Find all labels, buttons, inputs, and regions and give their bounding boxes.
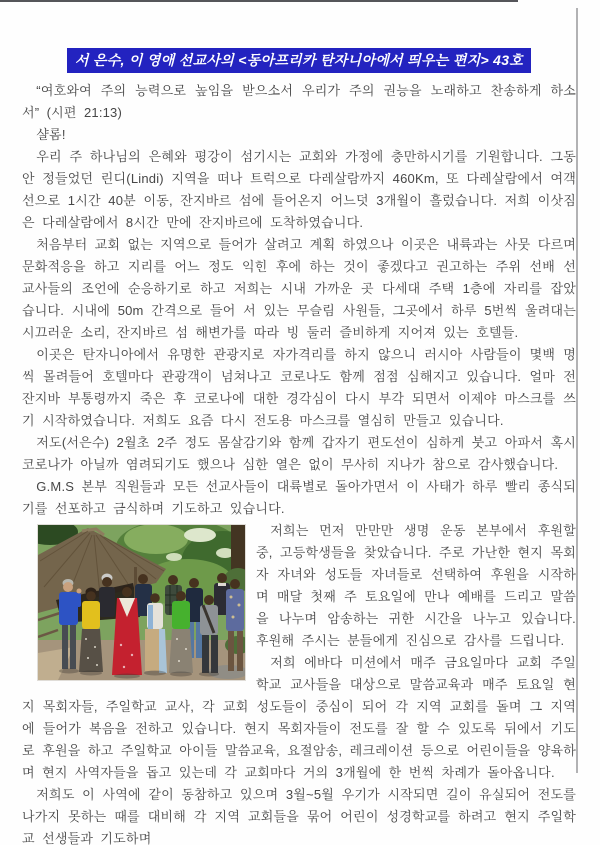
paragraph: 저도(서은수) 2월초 2주 정도 몸살감기와 함께 갑자기 편도선이 심하게 붓고 아파서 혹시 코로나가 아닐까 염려되기도 했으나 심한 열은 없이 무사히 지나가 참으로 감사했습니다. <box>22 435 576 472</box>
paragraph: 이곳은 탄자니아에서 유명한 관광지로 자가격리를 하지 않으니 러시아 사람들이 몇백 명씩 몰려들어 호텔마다 관광객이 넘쳐나고 코로나도 함께 점점 심해지고 있습니다. 얼마 전 잔지바 부통령까지 죽은 후 코로나에 대한 경각심이 다시 부각 되면서 이제야 마스크를 쓰기 시작하였습니다. 저희도 요즘 다시 전도용 마스크를 열심히 만들고 있습니다. <box>22 347 576 428</box>
paragraph: 저희는 먼저 만만만 생명 운동 본부에서 후원할 중, 고등학생들을 찾았습니다. 주로 가난한 현지 목회자 자녀와 성도들 자녀들로 선택하여 후원을 시작하며 매달 첫째 주 토요일에 만나 예배를 드리고 말씀을 나누며 암송하는 귀한 시간을 나누고 있습니다. 후원해 주시는 분들에게 진심으로 감사를 드립니다. <box>256 523 576 648</box>
scan-edge-top <box>0 0 518 2</box>
paragraph: 우리 주 하나님의 은혜와 평강이 섬기시는 교회와 가정에 충만하시기를 기원합니다. 그동안 정들었던 린디(Lindi) 지역을 떠나 트럭으로 다레살람까지 460Km, 또 다레살람에서 여객선으로 1시간 40분 이동, 잔지바르 섬에 들어온지 어느덧 3개월이 흘렀습니다. 저희 이삿짐은 다레살람에서 8시간 만에 잔지바르에 도착하였습니다. <box>22 149 576 230</box>
paragraph: G.M.S 본부 직원들과 모든 선교사들이 대륙별로 돌아가면서 이 사태가 하루 빨리 종식되기를 선포하고 금식하며 기도하고 있습니다. <box>22 479 576 516</box>
paragraph: 처음부터 교회 없는 지역으로 들어가 살려고 계획 하였으나 이곳은 내륙과는 사뭇 다르며 문화적응을 하고 지리를 어느 정도 익힌 후에 하는 것이 좋겠다고 권고하는 주위 선배 선교사들의 조언에 순응하기로 하고 저희는 시내 가까운 곳 다세대 주택 1층에 자리를 잡았습니다. 시내에 50m 간격으로 들어 서 있는 무슬림 사원들, 그곳에서 하루 5번씩 울려대는 시끄러운 소리, 잔지바르 섬 해변가를 따라 빙 둘러 즐비하게 지어져 있는 호텔들. <box>22 237 577 340</box>
letter-title: 서 은수, 이 영애 선교사의 <동아프리카 탄자니아에서 띄우는 편지> 43호 <box>74 52 524 68</box>
person-gray-shirt-man <box>200 595 218 673</box>
scripture-quote: “여호와여 주의 능력으로 높임을 받으소서 우리가 주의 권능을 노래하고 찬송하게 하소서” (시편 21:13) <box>22 83 576 120</box>
group-photo <box>38 525 245 680</box>
paragraph: 저희도 이 사역에 같이 동참하고 있으며 3월~5월 우기가 시작되면 길이 유실되어 전도를 나가지 못하는 때를 대비해 각 지역 교회들을 묶어 어린이 성경학교를 하려고 현지 주일학교 선생들과 기도하며 <box>22 787 576 845</box>
greeting: 샬롬! <box>36 127 66 142</box>
letter-title-bar <box>67 48 531 73</box>
photo-text-section <box>22 520 576 845</box>
paragraph: 저희 에바다 미션에서 매주 금요일마다 교회 주일학교 교사들을 대상으로 말씀교육과 매주 토요일 현지 목회자들, 주일학교 교사, 각 교회 성도들이 중심이 되어 각 지역 교회를 돌며 그 지역에 들어가 복음을 전하고 있습니다. 현지 목회자들이 전도를 잘 할 수 있도록 뒤에서 기도로 후원을 하고 주일학교 아이들 말씀교육, 요절암송, 레크레이션 등으로 어린이들을 양육하며 현지 사역자들을 돕고 있는데 각 교회마다 거의 3개월에 한 번씩 차례가 돌아옵니다. <box>22 655 576 780</box>
scan-edge-right <box>576 8 578 773</box>
letter-body <box>22 80 576 845</box>
person-green-shirt-woman <box>169 591 193 673</box>
